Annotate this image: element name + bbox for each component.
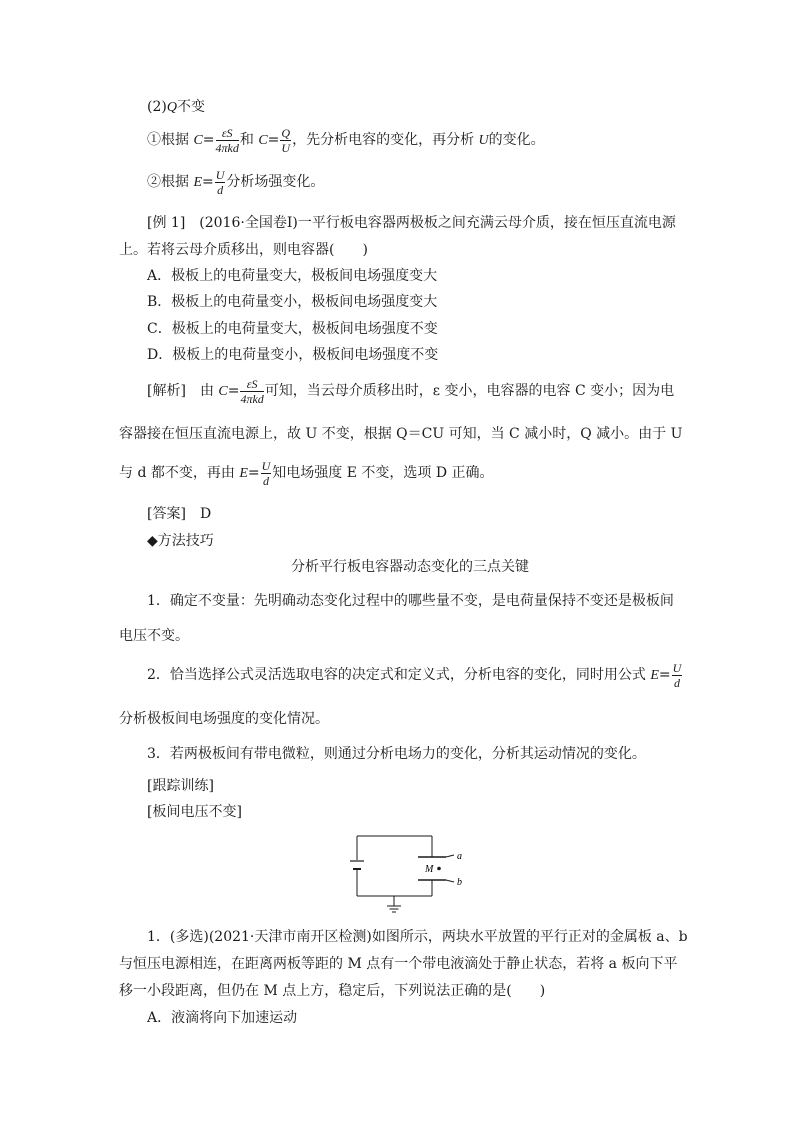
method-p1-a: 1．确定不变量：先明确动态变化过程中的哪些量不变，是电荷量保持不变还是极板间 xyxy=(147,593,674,609)
analysis-frac1-num: εS xyxy=(240,377,263,392)
sub1-eq2-lhs: C xyxy=(258,133,268,148)
label-M: M xyxy=(425,864,434,875)
answer-tag: [答案] xyxy=(147,506,186,522)
sub1-frac2-den: U xyxy=(281,140,291,155)
answer-line xyxy=(147,505,211,523)
sub2-frac-den: d xyxy=(217,182,224,197)
question1-line1 xyxy=(147,928,688,946)
sub2-frac-num: U xyxy=(215,167,225,182)
sub2-prefix: ②根据 xyxy=(147,174,194,190)
example-option-d: D．极板上的电荷量变小，极板间电场强度不变 xyxy=(147,347,439,363)
method-p2-frac xyxy=(672,661,683,690)
analysis-p3-eq: = xyxy=(247,465,260,481)
item2-sub1 xyxy=(147,125,545,156)
sub2-lhs: E xyxy=(193,175,203,190)
sub2-eq: = xyxy=(202,174,214,190)
sub1-and: 和 xyxy=(239,132,259,148)
item2-sub2 xyxy=(147,167,324,198)
method-p2-a xyxy=(147,660,683,691)
method-p2-b: 分析极板间电场强度的变化情况。 xyxy=(119,711,329,727)
sub2-suffix: 分析场强变化。 xyxy=(226,174,325,190)
method-p2-eq: = xyxy=(658,667,671,683)
item2-title-post: 不变 xyxy=(176,99,205,115)
example-line2: 上。若将云母介质移出，则电容器( ) xyxy=(119,242,368,258)
example-option-c: C．极板上的电荷量变大，极板间电场强度不变 xyxy=(147,321,438,337)
sub1-eq2-sign: = xyxy=(267,132,280,148)
example-line1 xyxy=(147,214,676,232)
plate-a-pointer xyxy=(446,855,454,857)
method-header: ◆方法技巧 xyxy=(147,533,214,549)
method-p2-frac-den: d xyxy=(673,675,680,690)
item2-title xyxy=(147,98,205,117)
analysis-p1-lhs: C xyxy=(218,384,228,399)
analysis-p3-pre: 与 d 都不变，再由 xyxy=(119,465,240,481)
analysis-p3-lhs: E xyxy=(239,466,248,481)
example-text-1: (2016·全国卷Ⅰ)一平行板电容器两极板之间充满云母介质，接在恒压直流电源 xyxy=(199,215,676,231)
training-header: [跟踪训练] xyxy=(147,778,214,794)
analysis-line2: 容器接在恒压直流电源上，故 U 不变，根据 Q＝CU 可知，当 C 减小时，Q 减小。由于 U xyxy=(119,426,683,442)
item2-title-pre: (2) xyxy=(147,99,167,115)
analysis-frac2-num: U xyxy=(261,458,271,473)
method-p2-lhs: E xyxy=(650,668,659,683)
analysis-frac1 xyxy=(240,377,263,406)
sub1-var: U xyxy=(478,133,489,148)
method-p3: 3．若两极板间有带电微粒，则通过分析电场力的变化，分析其运动情况的变化。 xyxy=(147,746,646,762)
question1-line2: 与恒压电源相连，在距离两板等距的 M 点有一个带电液滴处于静止状态，若将 a 板向下平 xyxy=(119,956,678,972)
example-option-a: A．极板上的电荷量变大，极板间电场强度变大 xyxy=(147,268,438,284)
analysis-frac2 xyxy=(261,459,272,488)
method-p1-b: 电压不变。 xyxy=(119,628,189,644)
sub1-mid: ，先分析电容的变化，再分析 xyxy=(292,132,479,148)
q1-source-link[interactable]: 2021·天津市南开区检测 xyxy=(214,929,367,945)
analysis-p1-post: 可知，当云母介质移出时，ε 变小，电容器的电容 C 变小；因为电 xyxy=(264,383,675,399)
label-b: b xyxy=(457,877,462,888)
question1-option-a: A．液滴将向下加速运动 xyxy=(147,1010,298,1026)
analysis-frac2-den: d xyxy=(262,473,269,488)
q1-post: )如图所示，两块水平放置的平行正对的金属板 a、b xyxy=(366,929,688,945)
method-title: 分析平行板电容器动态变化的三点关键 xyxy=(291,559,529,575)
sub2-frac xyxy=(215,168,226,197)
item2-title-var: Q xyxy=(166,100,177,115)
answer-value: D xyxy=(199,506,212,522)
analysis-tag: [解析] xyxy=(147,383,186,399)
sub1-frac1-num: εS xyxy=(216,126,239,141)
training-subheader: [板间电压不变] xyxy=(147,804,242,820)
analysis-p1-pre: 由 xyxy=(199,383,219,399)
sub1-eq1-sign: = xyxy=(202,132,215,148)
plate-b-pointer xyxy=(446,880,454,882)
example-option-b: B．极板上的电荷量变小，极板间电场强度变大 xyxy=(147,294,438,310)
sub1-frac2-num: Q xyxy=(281,125,291,140)
example-tag: [例 1] xyxy=(147,215,186,231)
method-p2-frac-num: U xyxy=(672,660,682,675)
analysis-p3-post: 知电场强度 E 不变，选项 D 正确。 xyxy=(272,465,494,481)
analysis-frac1-den: 4πkd xyxy=(240,391,264,406)
q1-pre: 1．(多选)( xyxy=(147,929,215,945)
analysis-line1 xyxy=(147,376,674,407)
sub1-frac2 xyxy=(280,126,291,155)
analysis-p1-eq: = xyxy=(227,383,240,399)
sub1-prefix: ①根据 xyxy=(147,132,194,148)
sub1-frac1-den: 4πkd xyxy=(215,140,239,155)
circuit-diagram xyxy=(340,828,480,920)
sub1-eq1-lhs: C xyxy=(193,133,203,148)
question1-line3: 移一小段距离，但仍在 M 点上方，稳定后，下列说法正确的是( ) xyxy=(119,983,546,999)
sub1-frac1 xyxy=(216,126,239,155)
sub1-suffix: 的变化。 xyxy=(488,132,545,148)
label-a: a xyxy=(457,851,462,862)
analysis-line3 xyxy=(119,458,494,489)
method-p2-text: 2．恰当选择公式灵活选取电容的决定式和定义式，分析电容的变化，同时用公式 xyxy=(147,667,651,683)
droplet-M xyxy=(437,867,441,871)
